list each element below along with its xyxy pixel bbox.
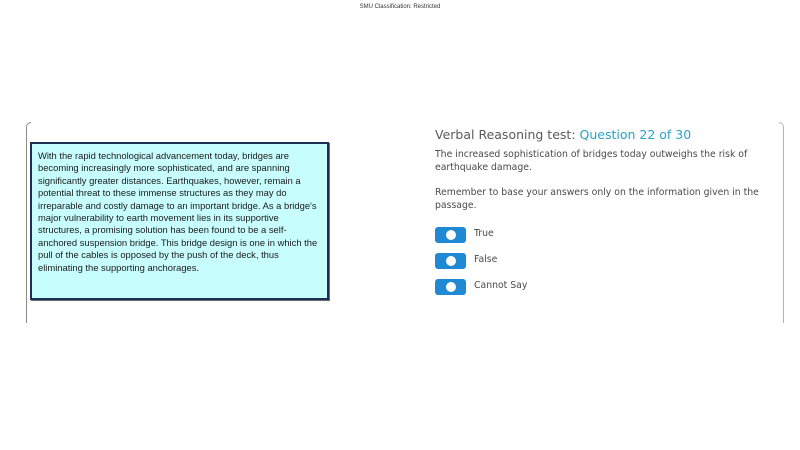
passage-text: With the rapid technological advancement today, bridges are becoming increasingly more sophisticated, and are spanning significantly greater distances. Earthquakes, however, remain a potential threat to these immense structures as they may do irreparable and costly damage to an important bridge. As a bridge's major vulnerability to earth movement lies in its supportive structures, a promising solution has been found to be a self-anchored suspension bridge. This bridge design is one in which the pull of the cables is opposed by the push of the deck, thus eliminating the supporting anchorages. (38, 150, 318, 273)
question-number: Question 22 of 30 (579, 127, 692, 142)
option-true[interactable] (435, 226, 775, 243)
passage-box (30, 142, 329, 300)
answer-options (435, 226, 775, 295)
question-statement: The increased sophistication of bridges today outweighs the risk of earthquake damage. (435, 149, 748, 173)
option-label[interactable]: True (474, 228, 494, 239)
question-title (435, 127, 775, 142)
right-panel-border (779, 122, 784, 323)
toggle-icon[interactable] (435, 253, 466, 269)
classification-label: SMU Classification: Restricted (359, 4, 441, 10)
answer-reminder: Remember to base your answers only on the information given in the passage. (435, 187, 759, 211)
option-label[interactable]: Cannot Say (474, 280, 528, 291)
option-cannot-say[interactable] (435, 278, 775, 295)
toggle-icon[interactable] (435, 227, 466, 243)
toggle-knob (446, 256, 456, 266)
toggle-knob (446, 282, 456, 292)
toggle-knob (446, 230, 456, 240)
test-title: Verbal Reasoning test: (435, 127, 576, 142)
option-label[interactable]: False (474, 254, 498, 265)
option-false[interactable] (435, 252, 775, 269)
toggle-icon[interactable] (435, 279, 466, 295)
question-panel (435, 127, 775, 304)
